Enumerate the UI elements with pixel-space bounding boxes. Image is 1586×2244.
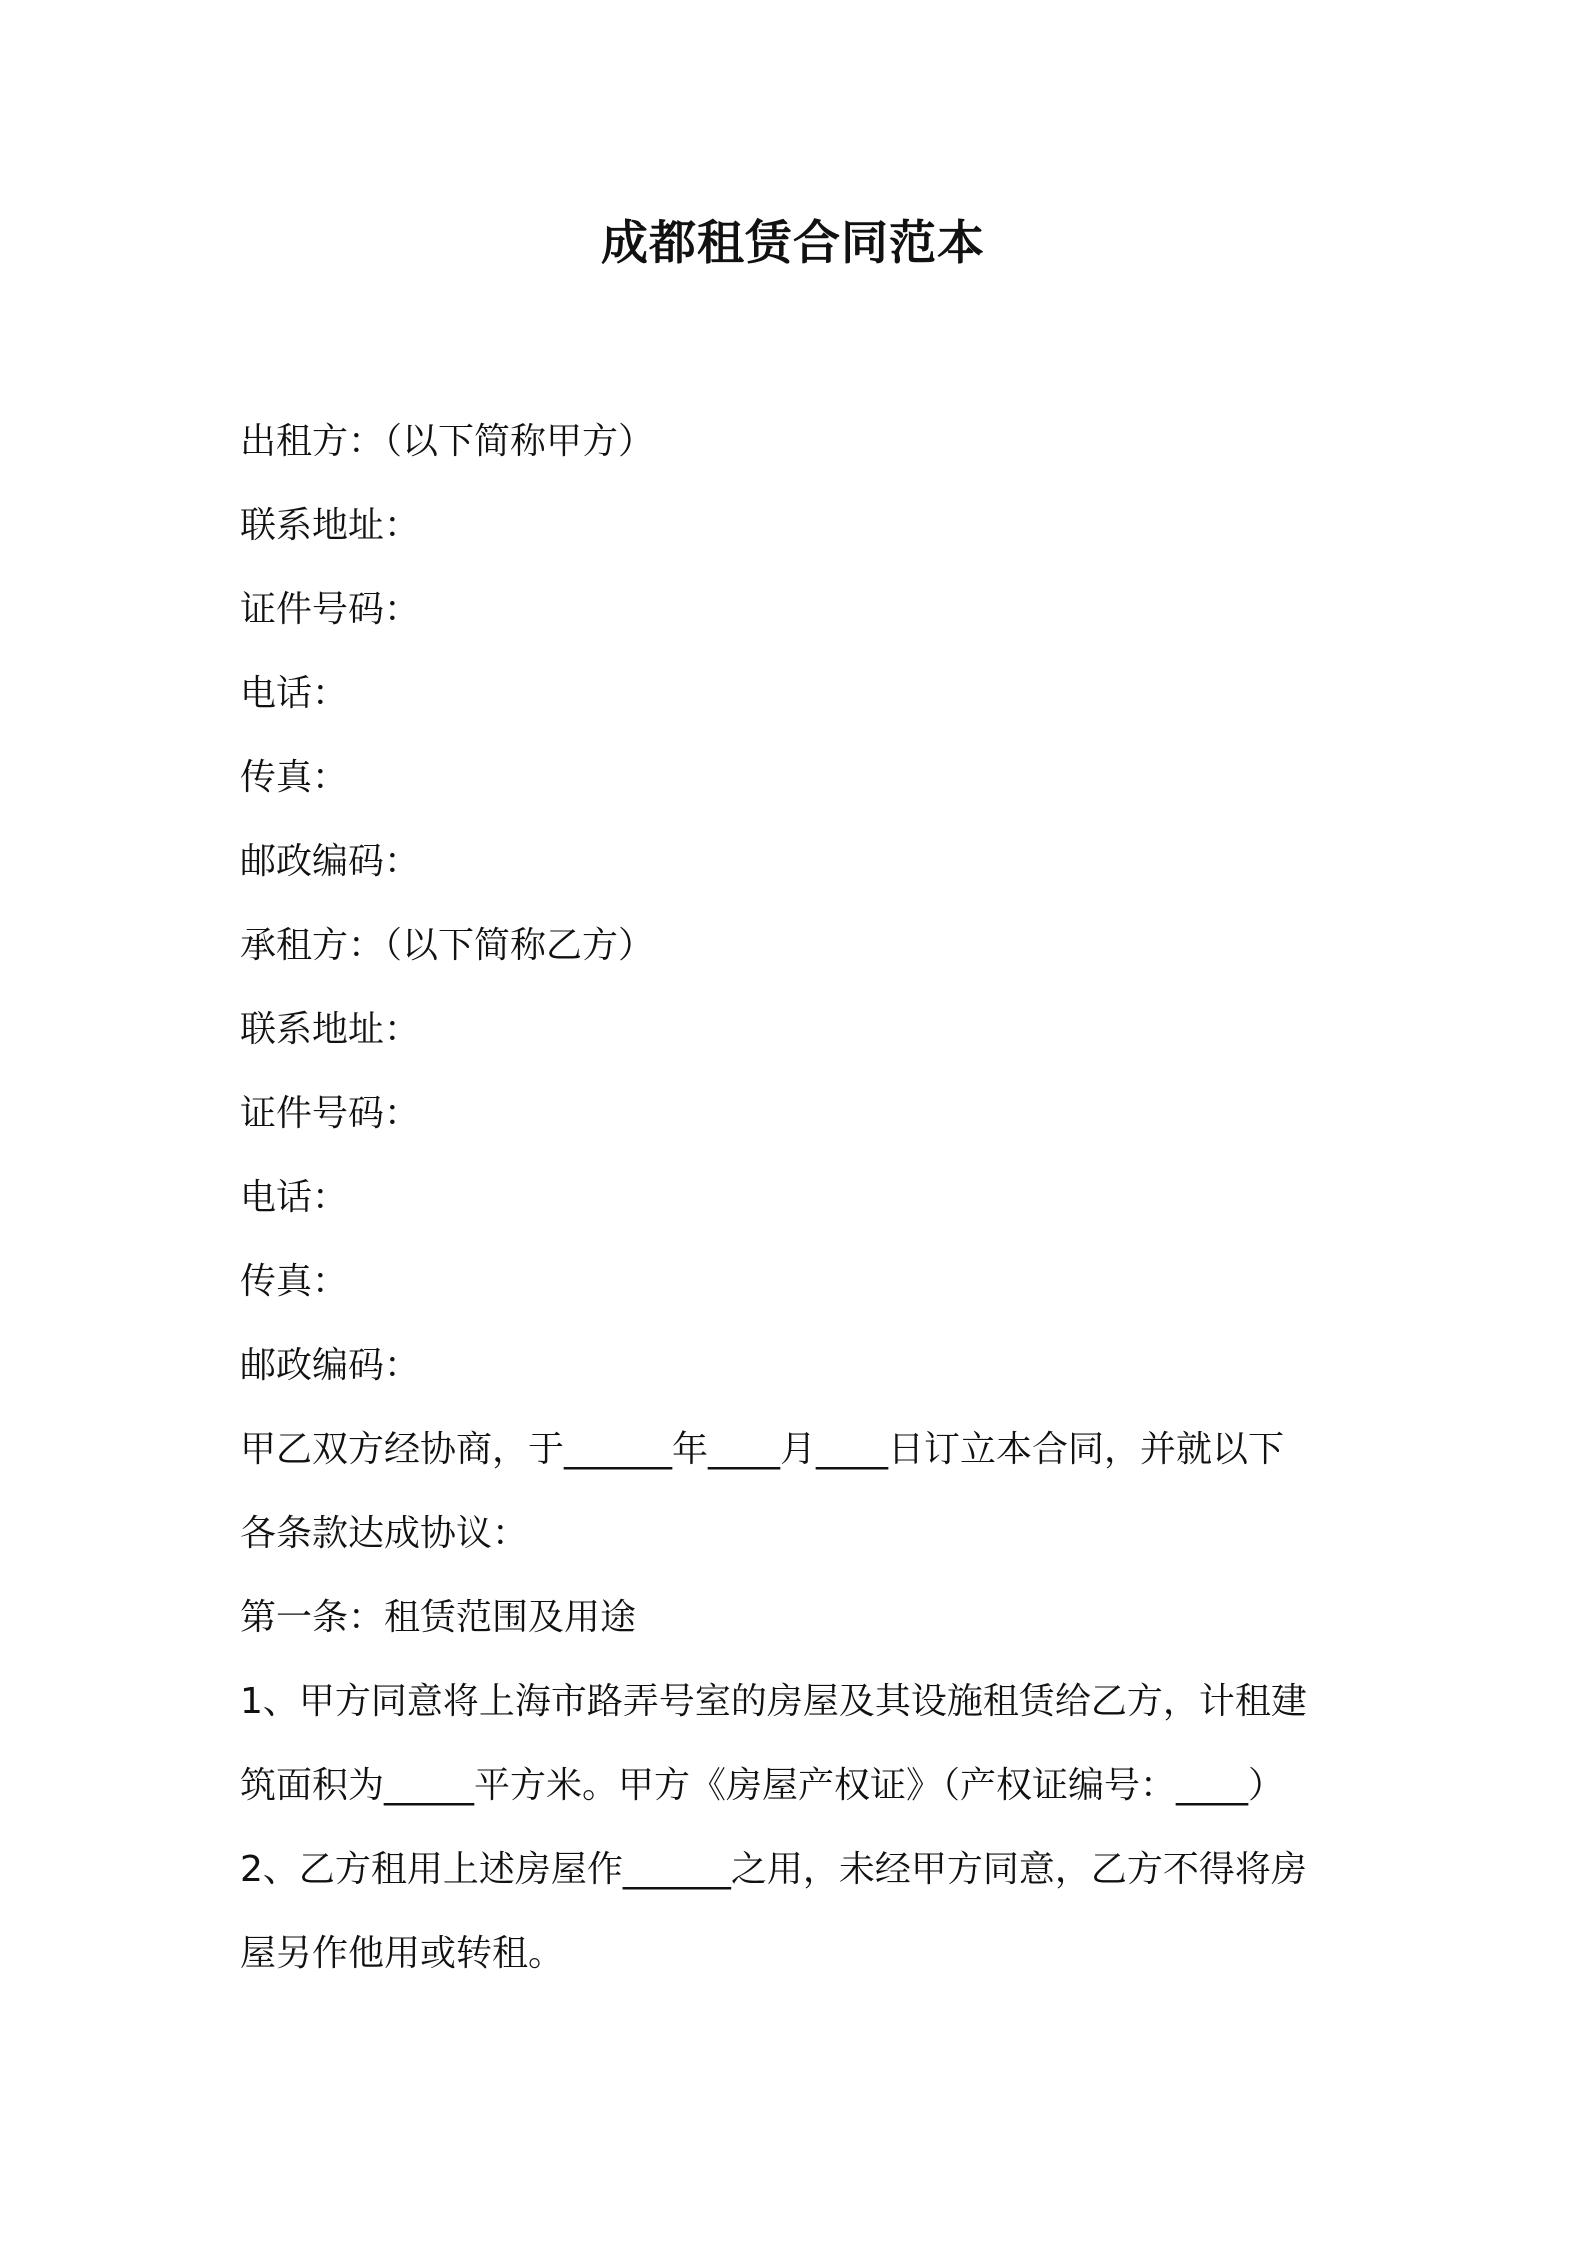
lessor-id-number-line: 证件号码： (240, 589, 421, 630)
lessee-phone-line: 电话： (240, 1177, 349, 1218)
clause-two-line-continued: 屋另作他用或转租。 (240, 1933, 565, 1974)
lessor-postal-code-line: 邮政编码： (240, 841, 421, 882)
clause-one-line: 1、甲方同意将上海市路弄号室的房屋及其设施租赁给乙方，计租建 (240, 1681, 1307, 1722)
article-one-heading: 第一条：租赁范围及用途 (240, 1597, 637, 1638)
document-body (240, 400, 1360, 1996)
agreement-intro-line: 甲乙双方经协商，于______年____月____日订立本合同，并就以下 (240, 1429, 1285, 1470)
clause-one-line-continued: 筑面积为_____平方米。甲方《房屋产权证》（产权证编号：____） (240, 1765, 1285, 1806)
lessee-fax-line: 传真： (240, 1261, 349, 1302)
lessor-fax-line: 传真： (240, 757, 349, 798)
document-title: 成都租赁合同范本 (601, 216, 985, 271)
lessor-phone-line: 电话： (240, 673, 349, 714)
lessee-address-line: 联系地址： (240, 1009, 421, 1050)
lessor-line: 出租方：（以下简称甲方） (240, 421, 655, 462)
lessee-id-number-line: 证件号码： (240, 1093, 421, 1134)
lessee-line: 承租方：（以下简称乙方） (240, 925, 655, 966)
lessee-postal-code-line: 邮政编码： (240, 1345, 421, 1386)
agreement-intro-line-continued: 各条款达成协议： (240, 1513, 529, 1554)
lessor-address-line: 联系地址： (240, 505, 421, 546)
clause-two-line: 2、乙方租用上述房屋作______之用，未经甲方同意，乙方不得将房 (240, 1849, 1307, 1890)
